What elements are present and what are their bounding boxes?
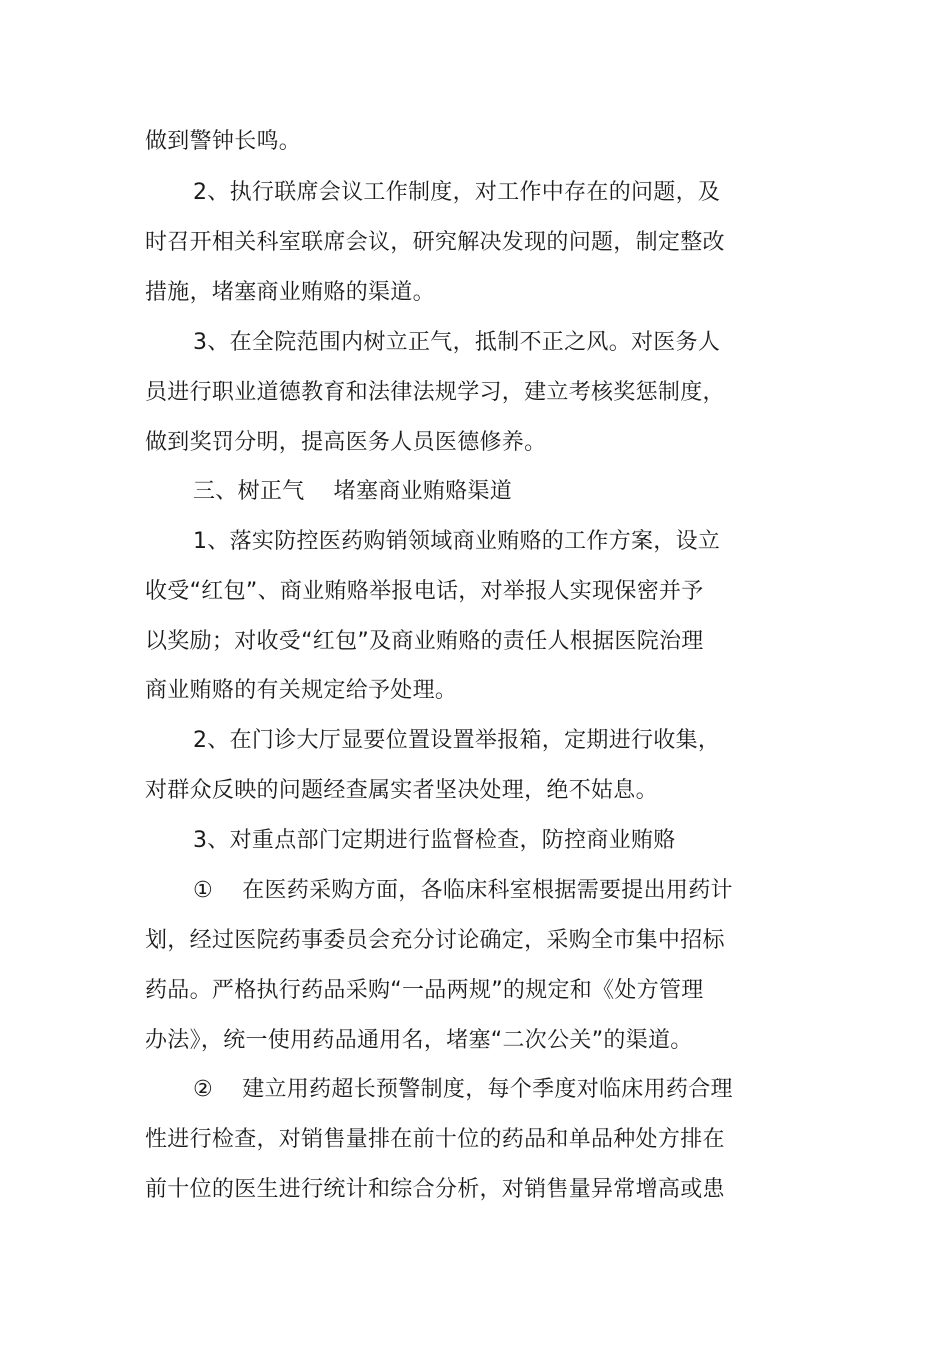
text-line: 做到警钟长鸣。	[145, 129, 302, 154]
text-line: 做到奖罚分明，提高医务人员医德修养。	[145, 430, 547, 455]
text-line: 性进行检查，对销售量排在前十位的药品和单品种处方排在	[145, 1127, 725, 1152]
text-line: 对群众反映的问题经查属实者坚决处理，绝不姑息。	[145, 778, 658, 803]
text-line: 收受“红包”、商业贿赂举报电话，对举报人实现保密并予	[145, 579, 704, 604]
text-line: 药品。严格执行药品采购“一品两规”的规定和《处方管理	[145, 978, 704, 1003]
paragraph-item-2: 2、在门诊大厅显要位置设置举报箱，定期进行收集，	[193, 728, 721, 753]
text-line: 员进行职业道德教育和法律法规学习，建立考核奖惩制度，	[145, 380, 725, 405]
text-line: 商业贿赂的有关规定给予处理。	[145, 678, 458, 703]
sub-item-1: ① 在医药采购方面，各临床科室根据需要提出用药计	[193, 878, 733, 903]
text-line: 措施，堵塞商业贿赂的渠道。	[145, 280, 435, 305]
text-line: 时召开相关科室联席会议，研究解决发现的问题，制定整改	[145, 230, 725, 255]
section-heading: 三、树正气 堵塞商业贿赂渠道	[193, 479, 513, 504]
paragraph-item-2: 2、执行联席会议工作制度，对工作中存在的问题，及	[193, 180, 721, 205]
text-line: 以奖励；对收受“红包”及商业贿赂的责任人根据医院治理	[145, 629, 704, 654]
paragraph-item-3: 3、对重点部门定期进行监督检查，防控商业贿赂	[193, 828, 676, 853]
sub-item-2: ② 建立用药超长预警制度，每个季度对临床用药合理	[193, 1077, 733, 1102]
paragraph-item-3: 3、在全院范围内树立正气，抵制不正之风。对医务人	[193, 330, 721, 355]
text-line: 前十位的医生进行统计和综合分析，对销售量异常增高或患	[145, 1177, 725, 1202]
text-line: 划，经过医院药事委员会充分讨论确定，采购全市集中招标	[145, 928, 725, 953]
text-line: 办法》，统一使用药品通用名，堵塞“二次公关”的渠道。	[145, 1028, 693, 1053]
paragraph-item-1: 1、落实防控医药购销领域商业贿赂的工作方案，设立	[193, 529, 721, 554]
